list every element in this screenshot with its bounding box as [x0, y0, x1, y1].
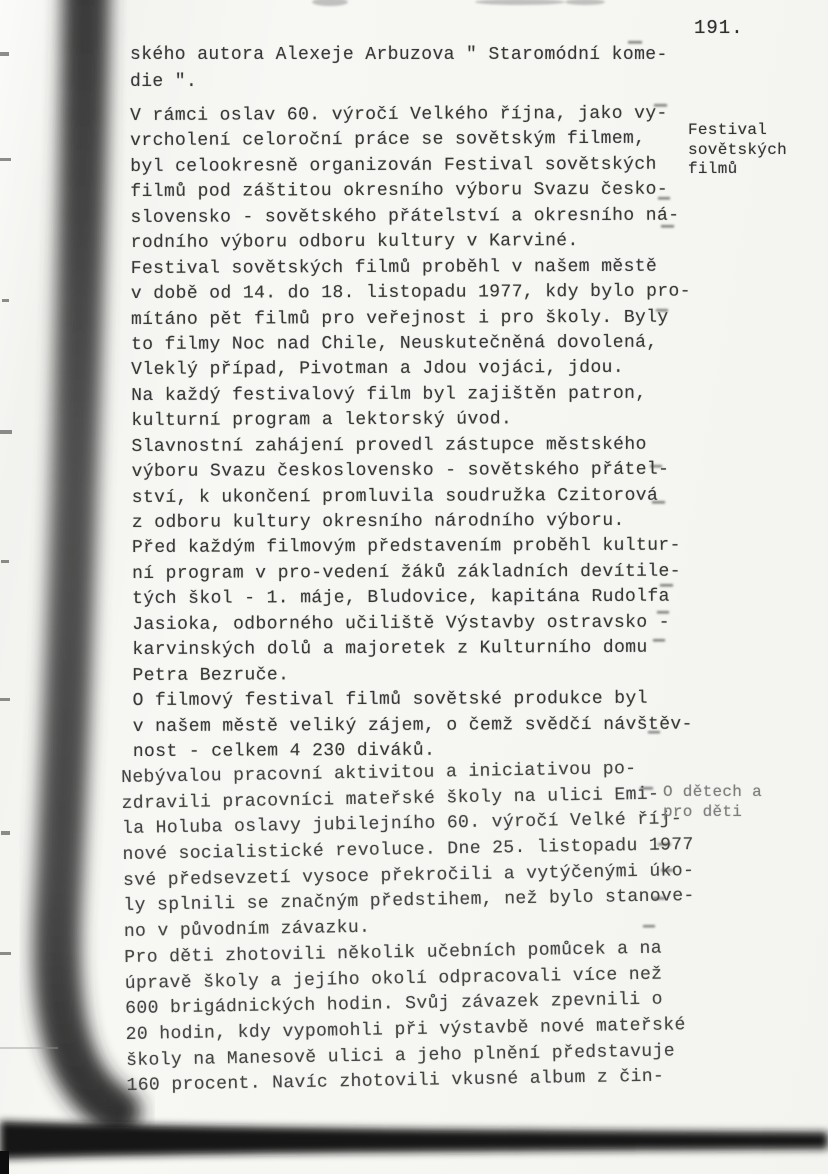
paragraph-arbuzov-play: [130, 42, 668, 96]
text-line: Pro děti zhotovili několik učebních pomůcek a na: [124, 938, 663, 968]
paragraph-soviet-film-festival: [130, 102, 693, 766]
text-line: Na každý festivalový film byl zajištěn patron,: [131, 383, 647, 406]
margin-note-children: [663, 783, 762, 822]
text-line: vrcholení celoroční práce se sovětským filmem,: [130, 129, 646, 152]
text-line: rodního výboru odboru kultury v Karviné.: [130, 231, 579, 254]
text-line: nost - celkem 4 230 diváků.: [132, 740, 436, 762]
margin-note-festival: [688, 121, 787, 180]
text-line: školy na Manesově ulici a jeho plnění představuje: [125, 1040, 676, 1071]
text-line: výboru Svazu československo - sovětského přátel-: [131, 459, 670, 483]
text-line: Festival sovětských filmů proběhl v našem městě: [130, 256, 658, 279]
text-line: O dětech a: [663, 783, 763, 801]
text-line: 600 brigádnických hodin. Svůj závazek zpevnili o: [125, 989, 664, 1020]
text-line: 160 procent. Navíc zhotovili vkusné album z čin-: [126, 1066, 665, 1097]
text-line: to filmy Noc nad Chile, Neuskutečněná dovolená,: [131, 332, 658, 355]
text-line: die ".: [130, 72, 198, 92]
text-line: v našem městě veliký zájem, o čemž svědčí návštěv-: [132, 714, 693, 737]
bottom-left-corner: [0, 1151, 9, 1174]
text-line: ly splnili se značným předstihem, než bylo stanove-: [123, 886, 695, 917]
bottom-edge-shadow: [0, 1121, 828, 1159]
text-line: Vleklý případ, Pivotman a Jdou vojáci, jdou.: [131, 358, 625, 381]
text-line: Festival: [688, 121, 768, 139]
text-line: sovětských: [688, 140, 788, 159]
page-number: 191.: [694, 17, 744, 39]
text-line: 20 hodin, kdy vypomohli při výstavbě nové mateřské: [125, 1015, 686, 1045]
text-line: z odboru kultury okresního národního výboru.: [131, 510, 625, 533]
text-line: úpravě školy a jejího okolí odpracovali více než: [124, 964, 663, 994]
text-line: nové socialistické revoluce. Dne 25. listopadu 1977: [122, 835, 694, 866]
text-line: no v původním závazku.: [123, 917, 371, 943]
text-line: ského autora Alexeje Arbuzova " Staromódní kome-: [130, 45, 668, 65]
text-line: Slavnostní zahájení provedl zástupce městského: [131, 434, 647, 457]
text-line: la Holuba oslavy jubilejního 60. výročí Velké říj-: [121, 809, 683, 840]
paragraph-kindergarten-pledge: [121, 756, 698, 1100]
text-line: filmů pod záštitou okresního výboru Svazu česko-: [130, 179, 669, 203]
text-line: Jasioka, odborného učiliště Výstavby ostravsko -: [132, 612, 670, 635]
text-line: ství, k ukončení promluvila soudružka Czitorová: [131, 485, 659, 508]
text-line: V rámci oslav 60. výročí Velkého října, jako vy-: [130, 103, 668, 126]
text-line: své předsevzetí vysoce překročili a vytýčenými úko-: [122, 860, 695, 891]
text-line: kulturní program a lektorský úvod.: [131, 409, 513, 432]
text-line: mítáno pět filmů pro veřejnost i pro školy. Byly: [130, 307, 669, 330]
text-line: ní program v pro-vedení žáků základních devítile-: [132, 561, 681, 584]
text-line: v době od 14. do 18. listopadu 1977, kdy bylo pro-: [130, 281, 691, 305]
text-line: filmů: [688, 160, 738, 178]
text-line: tých škol - 1. máje, Bludovice, kapitána Rudolfa: [132, 586, 670, 610]
text-line: Před každým filmovým představením proběhl kultur-: [131, 536, 681, 559]
text-line: zdravili pracovníci mateřské školy na ulici Emi-: [121, 784, 660, 814]
text-line: slovensko - sovětského přátelství a okresního ná-: [130, 205, 680, 228]
text-line: karvinských dolů a majoretek z Kulturního domu: [132, 637, 648, 661]
text-line: byl celookresně organizován Festival sovětských: [130, 154, 657, 177]
text-line: Nebývalou pracovní aktivitou a iniciativou po-: [121, 759, 637, 788]
top-edge-smudges: [312, 0, 605, 6]
text-line: pro děti: [663, 802, 743, 821]
text-line: Petra Bezruče.: [132, 664, 290, 686]
text-line: O filmový festival filmů sovětské produkce byl: [132, 688, 648, 712]
